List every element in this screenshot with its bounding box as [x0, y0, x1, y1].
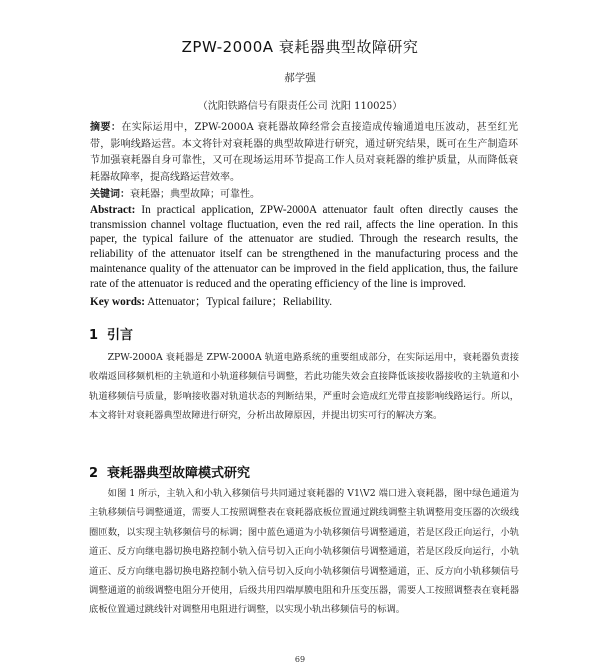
abstract-cn-text: 在实际运用中，ZPW-2000A 衰耗器故障经常会直接造成传输通道电压波动，甚至红光带，影响线路运营。本文将针对衰耗器的典型故障进行研究，通过研究结果，既可在生产制造环节加强衰耗器自身可靠性，又可在现场运用环节提高工作人员对衰耗器的维护质量，从而降低衰耗器故障率，提高线路运营效率。	[90, 122, 518, 183]
section-2-heading	[89, 462, 250, 481]
keywords-cn-label: 关键词：	[90, 189, 130, 200]
section-2-title: 衰耗器典型故障模式研究	[107, 466, 251, 481]
abstract-en-text: In practical application, ZPW-2000A attenuator fault often directly causes the transmission channel voltage fluctuation, even the red rail, affects the line operation. In this paper, the typical failure of the attenuator are studied. Through the research results, the reliability of the attenuator itself can be strengthened in the manufacturing process and the maintenance quality of the attenuator can be improved in the field application, thus, the failure rate of the attenuator is reduced and the operating efficiency of the line is improved.	[90, 204, 519, 290]
keywords-en-text: Attenuator；Typical failure；Reliability.	[147, 296, 333, 308]
paper-title: ZPW-2000A 衰耗器典型故障研究	[181, 38, 419, 56]
abstract-chinese	[90, 120, 518, 186]
author-name: 郝学强	[284, 72, 316, 84]
keywords-chinese	[90, 188, 518, 202]
abstract-cn-label: 摘要：	[90, 122, 122, 133]
page-number: 69	[294, 655, 306, 664]
section-1-number: 1	[89, 328, 99, 343]
section-2-number: 2	[89, 466, 99, 481]
keywords-english	[90, 293, 518, 309]
abstract-en-label: Abstract:	[90, 204, 136, 216]
author-affiliation: （沈阳铁路信号有限责任公司 沈阳 110025）	[197, 101, 403, 112]
abstract-english	[90, 203, 518, 291]
section-1-heading	[89, 324, 133, 343]
section-1-title: 引言	[107, 328, 134, 343]
keywords-cn-text: 衰耗器；典型故障；可靠性。	[130, 189, 260, 200]
keywords-en-label: Key words:	[90, 296, 145, 308]
section-2-paragraph: 如图 1 所示，主轨入和小轨入移频信号共同通过衰耗器的 V1\V2 端口进入衰耗器，图中绿色通道为主轨移频信号调整通道，需要人工按照调整表在衰耗器底板位置通过跳线调整主轨调整用变压器的次级线圈匝数，以实现主轨移频信号的标调；图中蓝色通道为小轨移频信号调整通道，若是区段正向运行，小轨道正、反方向继电器切换电路控制小轨入信号切入正向小轨移频信号调整通道，若是区段反向运行，小轨道正、反方向继电器切换电路控制小轨入信号切入反向小轨移频信号调整通道，正、反方向小轨移频信号调整通道的前级调整电阻分开使用，后级共用四端厚膜电阻和升压变压器，需要人工按照调整表在衰耗器底板位置通过跳线针对调整用电阻进行调整，以实现小轨出移频信号的标调。	[89, 488, 519, 616]
section-1-paragraph: ZPW-2000A 衰耗器是 ZPW-2000A 轨道电路系统的重要组成部分，在实际运用中，衰耗器负责接收端返回移频机柜的主轨道和小轨道移频信号调整，若此功能失效会直接降低该接收器接收的主轨道和小轨道移频信号质量，影响接收器对轨道状态的判断结果，严重时会造成红光带直接影响线路运行。所以，本文将针对衰耗器典型故障进行研究，分析出故障原因，并提出切实可行的解决方案。	[89, 352, 519, 422]
